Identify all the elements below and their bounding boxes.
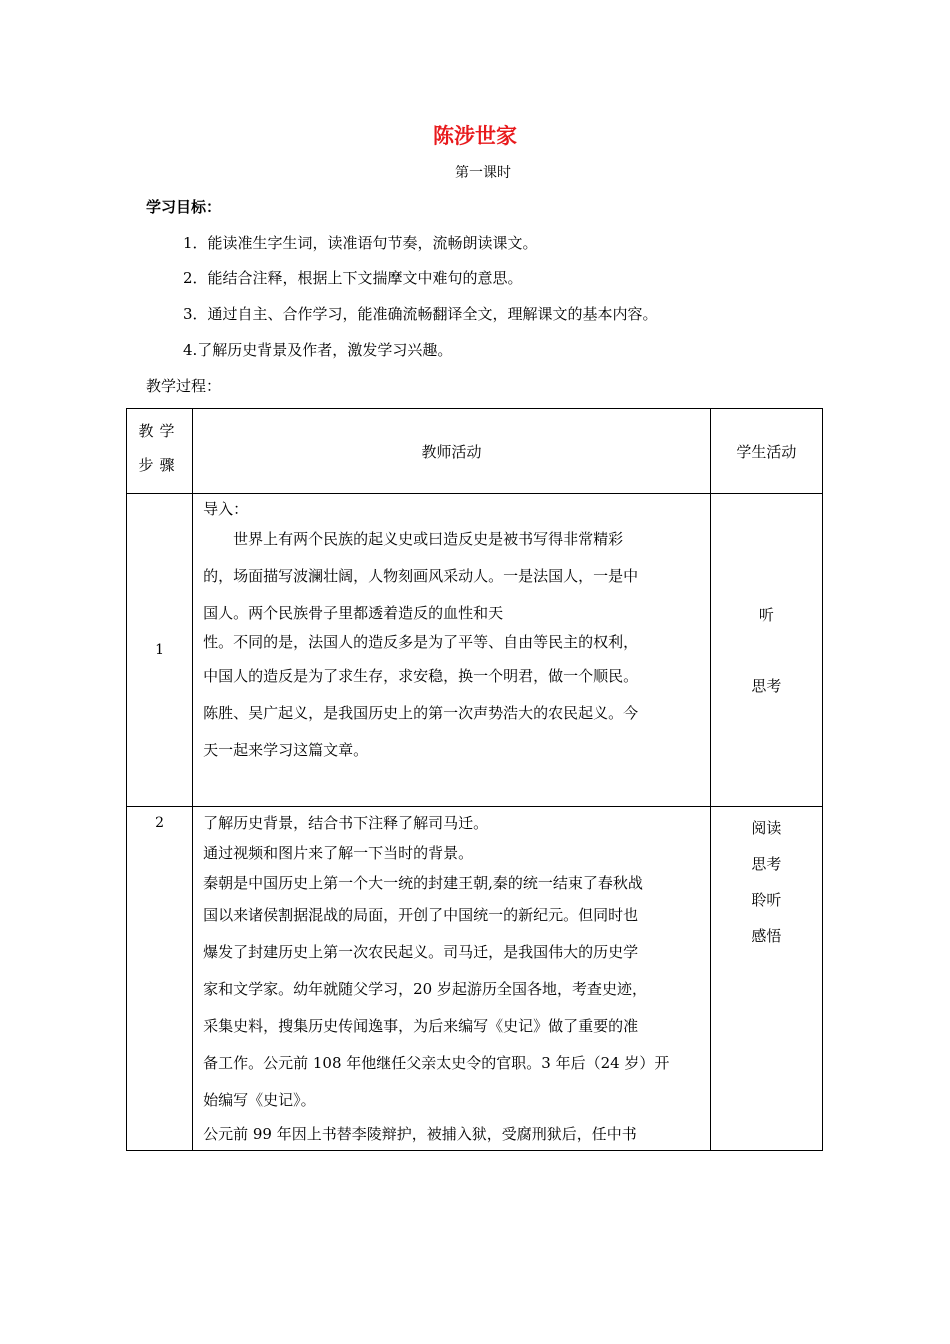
text-line: 陈胜、吴广起义，是我国历史上的第一次声势浩大的农民起义。今	[203, 704, 639, 722]
text-line: 的，场面描写波澜壮阔，人物刻画风采动人。一是法国人，一是中	[203, 567, 639, 585]
step-number: 2	[127, 807, 193, 1151]
student-activity	[710, 807, 822, 1151]
text-line: 通过视频和图片来了解一下当时的背景。	[203, 844, 474, 862]
goal-item: 1．能读准生字生词，读准语句节奏，流畅朗读课文。	[183, 234, 538, 252]
header-step-line: 教学	[138, 422, 181, 440]
text-line: 中国人的造反是为了求生存，求安稳，换一个明君，做一个顺民。	[203, 667, 639, 685]
table-header-row	[127, 409, 823, 494]
text-line: 天一起来学习这篇文章。	[203, 741, 369, 759]
table-row	[127, 494, 823, 807]
text-line: 始编写《史记》。	[203, 1091, 316, 1109]
student-activity-item: 思考	[751, 677, 782, 695]
goal-item: 4.了解历史背景及作者，激发学习兴趣。	[183, 341, 453, 359]
text-line: 世界上有两个民族的起义史或曰造反史是被书写得非常精彩	[233, 530, 624, 548]
text-line: 秦朝是中国历史上第一个大一统的封建王朝,秦的统一结束了春秋战	[203, 874, 643, 892]
student-activity-item: 感悟	[751, 927, 782, 945]
student-activity	[710, 494, 822, 807]
lesson-table	[126, 408, 823, 1151]
document-title: 陈涉世家	[433, 124, 517, 148]
text-line: 爆发了封建历史上第一次农民起义。司马迁，是我国伟大的历史学	[203, 943, 639, 961]
lesson-period: 第一课时	[455, 165, 511, 181]
table-row	[127, 807, 823, 1151]
text-line: 了解历史背景，结合书下注释了解司马迁。	[203, 814, 489, 832]
goals-heading: 学习目标：	[146, 198, 222, 216]
header-step	[127, 409, 193, 494]
header-teacher: 教师活动	[193, 409, 711, 494]
student-activity-item: 听	[758, 606, 774, 624]
process-heading: 教学过程：	[146, 377, 222, 395]
header-step-line: 步骤	[138, 456, 181, 474]
goal-item: 3．通过自主、合作学习，能准确流畅翻译全文，理解课文的基本内容。	[183, 305, 658, 323]
student-activity-item: 聆听	[751, 891, 782, 909]
teacher-activity	[193, 494, 711, 807]
text-line: 采集史料，搜集历史传闻逸事，为后来编写《史记》做了重要的准	[203, 1017, 639, 1035]
text-line: 公元前 99 年因上书替李陵辩护，被捕入狱，受腐刑狱后，任中书	[203, 1125, 637, 1143]
teacher-activity	[193, 807, 711, 1151]
goal-item: 2．能结合注释，根据上下文揣摩文中难句的意思。	[183, 269, 523, 287]
text-line: 性。不同的是，法国人的造反多是为了平等、自由等民主的权利，	[203, 633, 639, 651]
text-line: 家和文学家。幼年就随父学习，20 岁起游历全国各地，考查史迹，	[203, 980, 647, 998]
student-activity-item: 阅读	[751, 819, 782, 837]
header-student: 学生活动	[710, 409, 822, 494]
intro-label: 导入：	[203, 500, 249, 518]
text-line: 备工作。公元前 108 年他继任父亲太史令的官职。3 年后（24 岁）开	[203, 1054, 670, 1072]
text-line: 国以来诸侯割据混战的局面，开创了中国统一的新纪元。但同时也	[203, 906, 639, 924]
text-line: 国人。两个民族骨子里都透着造反的血性和天	[203, 604, 504, 622]
step-number: 1	[127, 494, 193, 807]
student-activity-item: 思考	[751, 855, 782, 873]
